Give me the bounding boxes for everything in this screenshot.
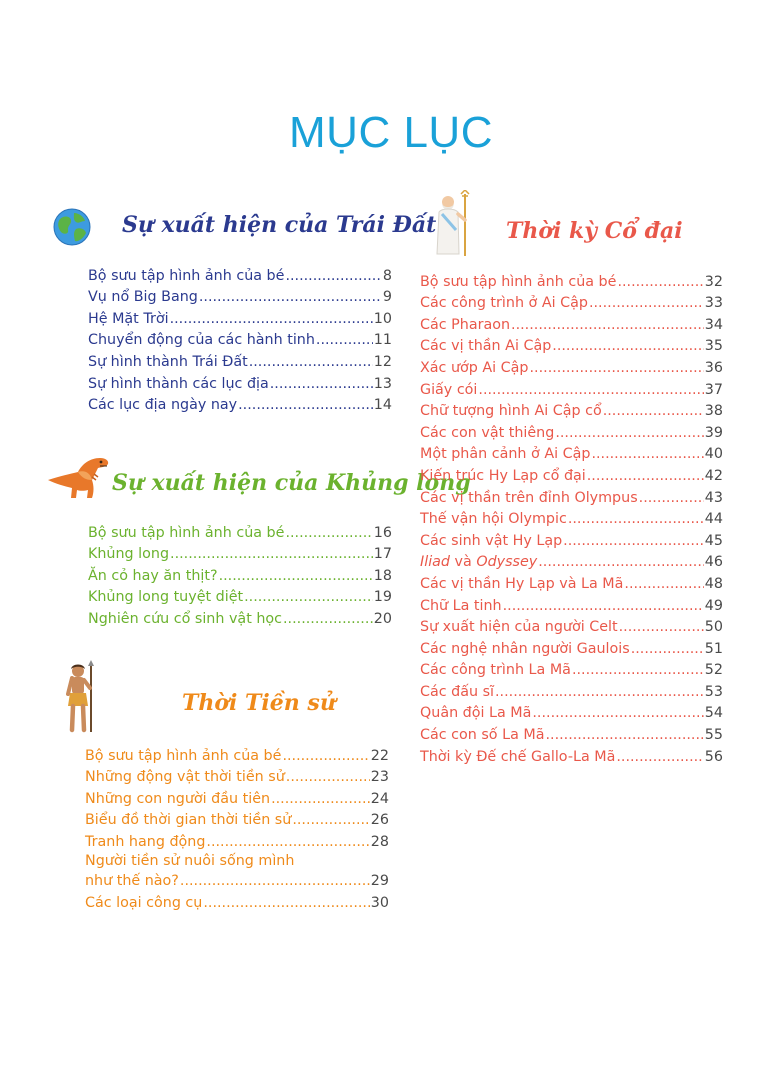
toc-item[interactable]: Các vị thần Hy Lạp và La Mã ..... 48 <box>420 572 723 594</box>
toc-item[interactable]: Khủng long ..... 17 <box>88 543 392 565</box>
section-title-antiquity: Thời kỳ Cổ đại <box>506 218 683 244</box>
toc-item[interactable]: Những con người đầu tiên ..... 24 <box>85 787 389 809</box>
toc-item[interactable]: Khủng long tuyệt diệt ..... 19 <box>88 586 392 608</box>
toc-item[interactable]: Hệ Mặt Trời ..... 10 <box>88 307 392 329</box>
toc-item[interactable]: Quân đội La Mã ..... 54 <box>420 702 723 724</box>
section-title-dinosaurs: Sự xuất hiện của Khủng long <box>112 470 471 496</box>
toc-item[interactable]: Chữ La tinh ..... 49 <box>420 594 723 616</box>
toc-item[interactable]: Sự hình thành các lục địa ..... 13 <box>88 372 392 394</box>
toc-item[interactable]: Các con vật thiêng ..... 39 <box>420 421 723 443</box>
toc-item[interactable]: Những động vật thời tiền sử ..... 23 <box>85 766 389 788</box>
toc-item[interactable]: Các đấu sĩ ..... 53 <box>420 680 723 702</box>
toc-list-antiquity <box>420 270 723 767</box>
toc-item[interactable]: Các vị thần Ai Cập ..... 35 <box>420 335 723 357</box>
toc-item[interactable]: Thế vận hội Olympic ..... 44 <box>420 508 723 530</box>
page-title: MỤC LỤC <box>289 108 493 157</box>
toc-list-earth <box>88 264 392 415</box>
toc-item[interactable]: Chuyển động của các hành tinh ..... 11 <box>88 329 392 351</box>
toc-list-prehistory <box>85 744 389 913</box>
toc-item[interactable]: Các nghệ nhân người Gaulois ..... 51 <box>420 637 723 659</box>
toc-item[interactable]: Các Pharaon ..... 34 <box>420 313 723 335</box>
toc-item[interactable]: Người tiền sử nuôi sống mình như thế nào? ..... 29 <box>85 852 389 891</box>
toc-item[interactable]: Các loại công cụ ..... 30 <box>85 891 389 913</box>
toc-item[interactable]: Bộ sưu tập hình ảnh của bé ..... 16 <box>88 521 392 543</box>
toc-item[interactable]: Các công trình ở Ai Cập ..... 33 <box>420 292 723 314</box>
section-title-prehistory: Thời Tiền sử <box>182 690 336 716</box>
toc-item[interactable]: Thời kỳ Đế chế Gallo-La Mã ..... 56 <box>420 745 723 767</box>
toc-item[interactable]: Vụ nổ Big Bang ..... 9 <box>88 286 392 308</box>
section-title-earth: Sự xuất hiện của Trái Đất <box>122 212 437 238</box>
toc-item[interactable]: Các lục địa ngày nay ..... 14 <box>88 394 392 416</box>
toc-item[interactable]: Các sinh vật Hy Lạp ..... 45 <box>420 529 723 551</box>
toc-item[interactable]: Kiến trúc Hy Lạp cổ đại ..... 42 <box>420 464 723 486</box>
toc-item[interactable]: Sự xuất hiện của người Celt ..... 50 <box>420 616 723 638</box>
toc-list-dinosaurs <box>88 521 392 629</box>
toc-item[interactable]: Một phân cảnh ở Ai Cập ..... 40 <box>420 443 723 465</box>
toc-item[interactable]: Iliad và Odyssey ..... 46 <box>420 551 723 573</box>
toc-item[interactable]: Nghiên cứu cổ sinh vật học ..... 20 <box>88 607 392 629</box>
toc-item[interactable]: Bộ sưu tập hình ảnh của bé ..... 32 <box>420 270 723 292</box>
toc-item[interactable]: Biểu đồ thời gian thời tiền sử ..... 26 <box>85 809 389 831</box>
toc-item[interactable]: Ăn cỏ hay ăn thịt? ..... 18 <box>88 564 392 586</box>
toc-item[interactable]: Bộ sưu tập hình ảnh của bé ..... 22 <box>85 744 389 766</box>
toc-item[interactable]: Chữ tượng hình Ai Cập cổ ..... 38 <box>420 400 723 422</box>
greek-god-statue-illustration <box>432 190 476 258</box>
toc-item[interactable]: Các công trình La Mã ..... 52 <box>420 659 723 681</box>
toc-item[interactable]: Sự hình thành Trái Đất ..... 12 <box>88 350 392 372</box>
toc-item[interactable]: Giấy cói ..... 37 <box>420 378 723 400</box>
caveman-illustration <box>62 660 100 734</box>
toc-item[interactable]: Tranh hang động ..... 28 <box>85 830 389 852</box>
dinosaur-illustration <box>46 450 112 502</box>
toc-item[interactable]: Xác ướp Ai Cập ..... 36 <box>420 356 723 378</box>
toc-item[interactable]: Các con số La Mã ..... 55 <box>420 723 723 745</box>
toc-item[interactable]: Các vị thần trên đỉnh Olympus ..... 43 <box>420 486 723 508</box>
toc-item[interactable]: Bộ sưu tập hình ảnh của bé ..... 8 <box>88 264 392 286</box>
earth-globe-icon <box>52 207 92 247</box>
